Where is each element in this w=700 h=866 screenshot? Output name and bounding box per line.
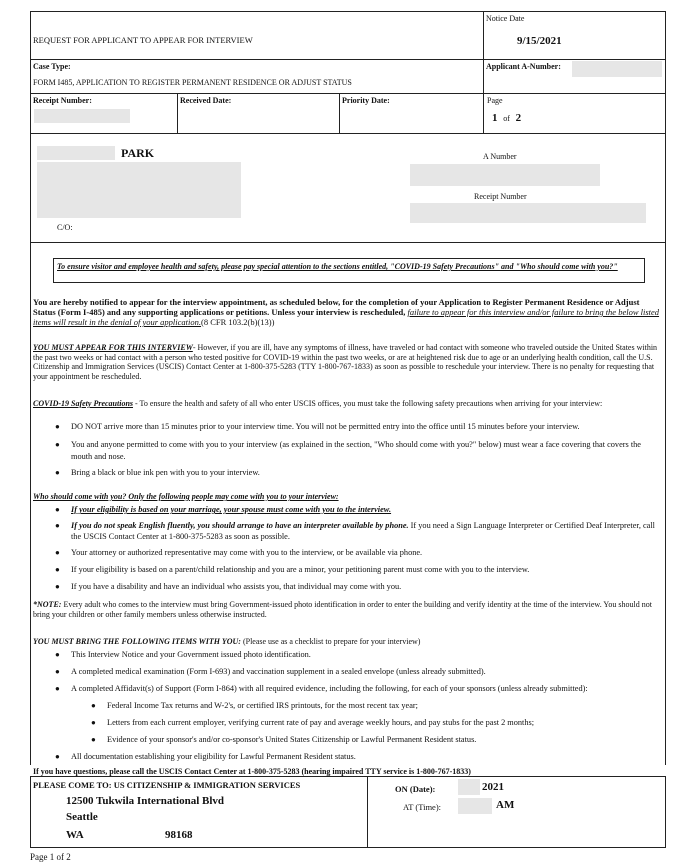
must-appear-heading: YOU MUST APPEAR FOR THIS INTERVIEW xyxy=(33,343,193,352)
intro-warning: failure to appear for this interview and/or failure to bring the below listed items will result in the denial of your application. xyxy=(33,307,660,327)
on-date-value: 2021 xyxy=(482,781,504,793)
come-to-label: PLEASE COME TO: US CITIZENSHIP & IMMIGRATION SERVICES xyxy=(33,780,301,790)
redacted-applicant-name xyxy=(37,146,115,160)
location-zip: 98168 xyxy=(165,829,193,841)
list-item: ● This Interview Notice and your Government issued photo identification. xyxy=(33,650,661,660)
redacted-address-receipt xyxy=(410,203,646,223)
list-item: ● DO NOT arrive more than 15 minutes prior to your interview time. You will not be permitted entry into the office until 15 minutes before your interview. xyxy=(33,422,661,432)
covid-notice-text: To ensure visitor and employee health and safety, please pay special attention to the sections entitled, "COVID-19 Safety Precautions" and "Who should come with you?" xyxy=(57,262,618,271)
list-item: ● If you have a disability and have an individual who assists you, that individual may come with you. xyxy=(33,582,661,592)
questions-line: If you have questions, please call the USCIS Contact Center at 1-800-375-5283 (hearing impaired TTY service is 1-800-767-1833) xyxy=(33,767,471,776)
who-list xyxy=(33,505,661,597)
bring-list xyxy=(33,650,661,767)
list-item: ● Your attorney or authorized representative may come with you to the interview, or be available via phone. xyxy=(33,548,661,558)
bring-paragraph xyxy=(33,637,663,647)
at-time-label: AT (Time): xyxy=(403,802,442,812)
covid-precautions-text: - To ensure the health and safety of all who enter USCIS offices, you must take the following safety precautions when arriving for your interview: xyxy=(133,399,603,408)
list-item: ● If your eligibility is based on a parent/child relationship and you are a minor, your petitioning parent must come with you to the interview. xyxy=(33,565,661,575)
note-text: Every adult who comes to the interview must bring Government-issued photo identification in order to enter the building and verify identity at the time of the interview. You should not bring your children or other family members unless otherwise instructed. xyxy=(33,600,652,619)
address-a-number-label: A Number xyxy=(483,152,517,161)
notice-date: 9/15/2021 xyxy=(517,35,562,47)
at-time-value: AM xyxy=(496,799,515,811)
page-indicator xyxy=(492,112,521,124)
list-item xyxy=(33,520,661,542)
co-label: C/O: xyxy=(57,223,73,232)
applicant-a-number-label: Applicant A-Number: xyxy=(486,62,561,71)
case-type-label: Case Type: xyxy=(33,62,71,71)
intro-bold: You are hereby notified to appear for the interview appointment, as scheduled below, for the completion of your Application to Register Permanent Residence or Adjust Status (Form I-485) and any supporting applications or petitions. Unless your interview is rescheduled, xyxy=(33,297,640,317)
priority-date-label: Priority Date: xyxy=(342,96,390,105)
list-item: ● You and anyone permitted to come with you to your interview (as explained in the section, "Who should come with you?" below) must wear a face covering that covers the mouth and nose. xyxy=(33,439,661,463)
page-label: Page xyxy=(487,96,503,105)
must-appear-text: - However, if you are ill, have any symptoms of illness, have traveled or had contact with someone who traveled outside the United States within the past two weeks or had contact with a person who tested positive for COVID-19 within the past two weeks, or are at heightened risk due to age or an underlying health condition, call the U.S. Citizenship and Immigration Services (USCIS) Contact Center at 1-800-375-5283 (TTY 1-800-767-1833) as soon as possible to reschedule your interview. There is no penalty for requesting that your appointment be rescheduled. xyxy=(33,343,658,381)
redacted-applicant-address xyxy=(37,162,241,218)
list-item: ● If your eligibility is based on your marriage, your spouse must come with you to the interview. xyxy=(33,505,661,515)
applicant-name: PARK xyxy=(121,146,155,160)
bring-heading: YOU MUST BRING THE FOLLOWING ITEMS WITH YOU: xyxy=(33,637,241,646)
redacted-receipt-number xyxy=(34,109,130,123)
redacted-interview-date xyxy=(458,779,480,795)
who-heading: Who should come with you? Only the following people may come with you to your interview: xyxy=(33,492,339,501)
interpreter-text: If you need a Sign Language Interpreter or Certified Deaf Interpreter, call the USCIS Contact Center at 1-800-375-5283 as soon as possible. xyxy=(71,521,655,541)
redacted-address-a-number xyxy=(410,164,600,186)
location-state: WA xyxy=(66,829,84,841)
list-item: ● Federal Income Tax returns and W-2's, or certified IRS printouts, for the most recent tax year; xyxy=(33,701,661,711)
page-total: 2 xyxy=(515,112,522,124)
page-of: of xyxy=(503,114,510,123)
list-item: ● All documentation establishing your eligibility for Lawful Permanent Resident status. xyxy=(33,752,661,762)
on-date-label: ON (Date): xyxy=(395,784,436,794)
notice-title: REQUEST FOR APPLICANT TO APPEAR FOR INTERVIEW xyxy=(33,35,253,45)
covid-precautions-heading: COVID-19 Safety Precautions xyxy=(33,399,133,408)
interpreter-bold: If you do not speak English fluently, you should arrange to have an interpreter available by phone. xyxy=(71,521,409,530)
location-street: 12500 Tukwila International Blvd xyxy=(66,795,225,807)
list-item: ● Letters from each current employer, verifying current rate of pay and average weekly hours, and pay stubs for the past 2 months; xyxy=(33,718,661,728)
case-type: FORM I485, APPLICATION TO REGISTER PERMANENT RESIDENCE OR ADJUST STATUS xyxy=(33,78,352,87)
received-date-label: Received Date: xyxy=(180,96,232,105)
covid-precautions-paragraph xyxy=(33,399,663,409)
receipt-number-label: Receipt Number: xyxy=(33,96,92,105)
intro-citation: (8 CFR 103.2(b)(13)) xyxy=(201,317,275,327)
notice-date-label: Notice Date xyxy=(486,14,525,23)
list-item: ● Bring a black or blue ink pen with you to your interview. xyxy=(33,468,661,478)
page-footer: Page 1 of 2 xyxy=(30,852,71,862)
bring-text: (Please use as a checklist to prepare for your interview) xyxy=(240,637,421,646)
must-appear-paragraph xyxy=(33,343,663,381)
redacted-interview-time xyxy=(458,798,492,814)
location-city: Seattle xyxy=(66,811,98,823)
address-receipt-label: Receipt Number xyxy=(474,192,527,201)
list-item: ● Evidence of your sponsor's and/or co-sponsor's United States Citizenship or Lawful Permanent Resident status. xyxy=(33,735,661,745)
page-number: 1 xyxy=(492,112,498,124)
list-item: ● A completed Affidavit(s) of Support (Form I-864) with all required evidence, including the following, for each of your sponsors (unless already submitted): xyxy=(33,684,661,694)
intro-paragraph xyxy=(33,297,663,327)
covid-precautions-list xyxy=(33,422,661,483)
note-label: *NOTE: xyxy=(33,600,62,609)
redacted-a-number xyxy=(572,61,662,77)
list-item: ● A completed medical examination (Form I-693) and vaccination supplement in a sealed envelope (unless already submitted). xyxy=(33,667,661,677)
note-paragraph xyxy=(33,600,663,620)
